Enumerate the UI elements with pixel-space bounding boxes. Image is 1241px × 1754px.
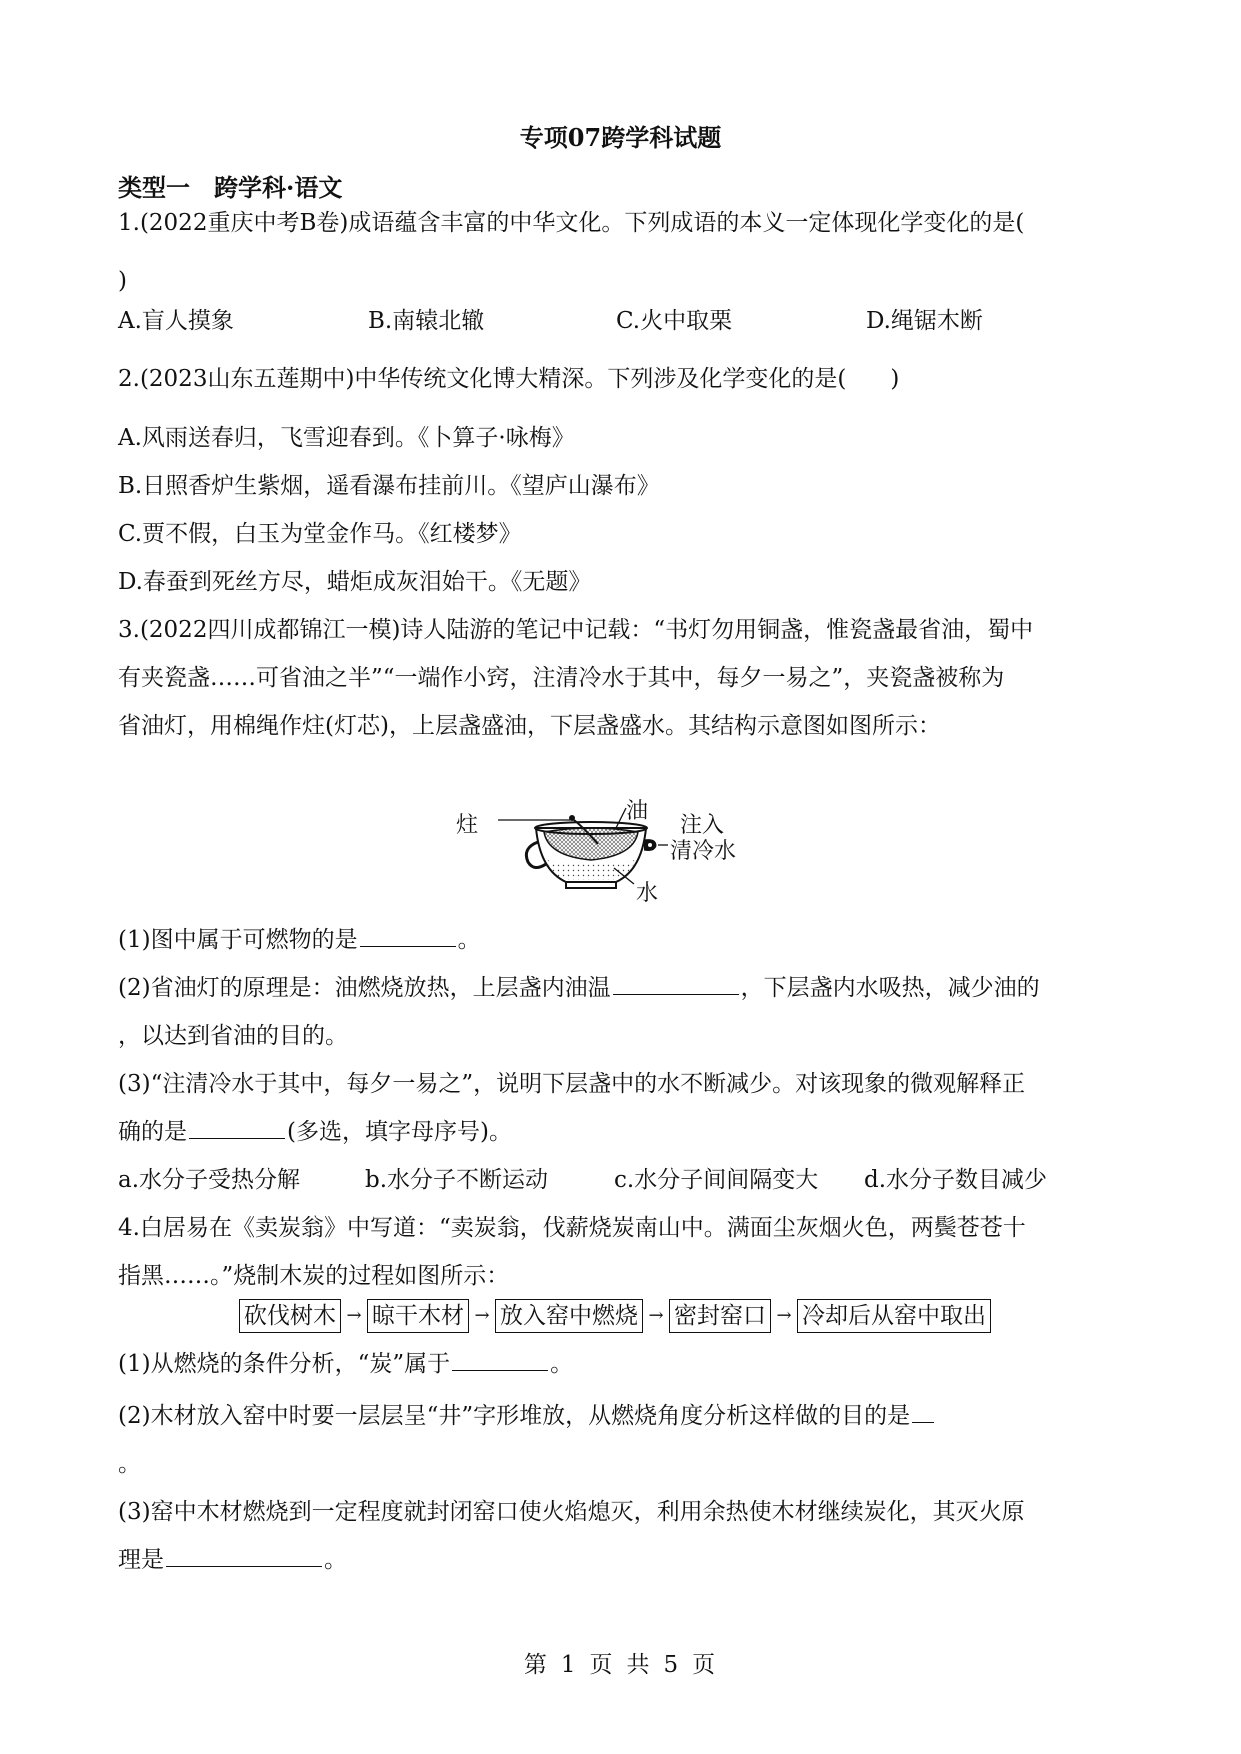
q2-stem [118, 364, 899, 394]
q3-sub3-blank[interactable] [189, 1137, 285, 1139]
flow-arrow-icon: → [648, 1305, 664, 1326]
q2-stem-close: ) [890, 366, 900, 392]
q2-option-b: B.日照香炉生紫烟，遥看瀑布挂前川。《望庐山瀑布》 [118, 473, 660, 499]
flow-step-5: 冷却后从窑中取出 [797, 1299, 991, 1333]
total-pages: 5 [663, 1652, 681, 1678]
q4-sub2-line2: 。 [118, 1451, 141, 1477]
flow-step-3: 放入窑中燃烧 [495, 1299, 643, 1333]
label-cold-water: 清冷水 [670, 839, 737, 864]
q3-sub1-blank[interactable] [360, 945, 456, 947]
q2-option-d: D.春蚕到死丝方尽，蜡炬成灰泪始干。《无题》 [118, 569, 592, 595]
label-oil: 油 [626, 799, 649, 824]
q2-option-c: C.贾不假，白玉为堂金作马。《红楼梦》 [118, 521, 522, 547]
q4-sub1: (1)从燃烧的条件分析，“炭”属于 。 [118, 1351, 574, 1377]
oil-lamp-figure [456, 798, 766, 906]
page-footer: 第 1 页 共 5 页 [523, 1652, 718, 1678]
q3-option-c: c.水分子间间隔变大 [614, 1167, 819, 1193]
q4-sub3-line1: (3)窑中木材燃烧到一定程度就封闭窑口使火焰熄灭，利用余热使木材继续炭化，其灭火原 [118, 1499, 1025, 1525]
q3-sub3-line1: (3)“注清冷水于其中，每夕一易之”，说明下层盏中的水不断减少。对该现象的微观解释正 [118, 1071, 1026, 1097]
q3-sub3-line2: 确的是 (多选，填字母序号)。 [118, 1119, 512, 1145]
q3-sub1: (1)图中属于可燃物的是 。 [118, 927, 481, 953]
q3-sub2: (2)省油灯的原理是：油燃烧放热，上层盏内油温 ，下层盏内水吸热，减少油的 [118, 975, 1040, 1001]
q3-option-a: a.水分子受热分解 [118, 1167, 301, 1193]
q4-sub1-blank[interactable] [452, 1369, 548, 1371]
q1-option-d: D.绳锯木断 [866, 308, 983, 334]
q3-sub2-blank[interactable] [613, 993, 739, 995]
q3-line-3: 省油灯，用棉绳作炷(灯芯)，上层盏盛油，下层盏盛水。其结构示意图如图所示： [118, 713, 941, 739]
q3-option-b: b.水分子不断运动 [365, 1167, 549, 1193]
q3-option-d: d.水分子数目减少 [864, 1167, 1048, 1193]
q4-line-2: 指黑……。”烧制木炭的过程如图所示： [118, 1263, 510, 1289]
q1-option-c: C.火中取栗 [616, 308, 733, 334]
q3-sub2-cont: ，以达到省油的目的。 [118, 1023, 348, 1049]
flow-step-2: 晾干木材 [367, 1299, 469, 1333]
label-wick: 炷 [456, 813, 479, 838]
label-water: 水 [636, 881, 659, 906]
q4-sub3-blank[interactable] [166, 1565, 322, 1567]
page-title: 专项07跨学科试题 [519, 123, 722, 152]
q1-stem: 1.(2022重庆中考B卷)成语蕴含丰富的中华文化。下列成语的本义一定体现化学变化的是( [118, 210, 1025, 236]
q1-stem-end: ) [118, 268, 127, 294]
page-number: 1 [560, 1652, 578, 1678]
q3-line-1: 3.(2022四川成都锦江一模)诗人陆游的笔记中记载：“书灯勿用铜盏，惟瓷盏最省油，蜀中 [118, 617, 1034, 643]
q4-sub2-blank[interactable] [912, 1421, 934, 1423]
q3-line-2: 有夹瓷盏……可省油之半”“一端作小窍，注清冷水于其中，每夕一易之”，夹瓷盏被称为 [118, 665, 1005, 691]
q1-option-b: B.南辕北辙 [368, 308, 485, 334]
flow-arrow-icon: → [474, 1305, 490, 1326]
q2-option-a: A.风雨送春归，飞雪迎春到。《卜算子·咏梅》 [118, 425, 575, 451]
q4-sub3-line2: 理是 。 [118, 1547, 347, 1573]
q2-stem-text: 2.(2023山东五莲期中)中华传统文化博大精深。下列涉及化学变化的是( [118, 366, 847, 392]
charcoal-process-flow [239, 1297, 991, 1335]
q4-line-1: 4.白居易在《卖炭翁》中写道：“卖炭翁，伐薪烧炭南山中。满面尘灰烟火色，两鬓苍苍十 [118, 1215, 1026, 1241]
q1-option-a: A.盲人摸象 [118, 308, 234, 334]
section-heading: 类型一 跨学科·语文 [118, 173, 343, 202]
flow-step-4: 密封窑口 [669, 1299, 771, 1333]
flow-arrow-icon: → [776, 1305, 792, 1326]
label-inject: 注入 [680, 813, 725, 838]
flow-step-1: 砍伐树木 [239, 1299, 341, 1333]
flow-arrow-icon: → [346, 1305, 362, 1326]
q4-sub2-line1: (2)木材放入窑中时要一层层呈“井”字形堆放，从燃烧角度分析这样做的目的是 [118, 1401, 936, 1431]
